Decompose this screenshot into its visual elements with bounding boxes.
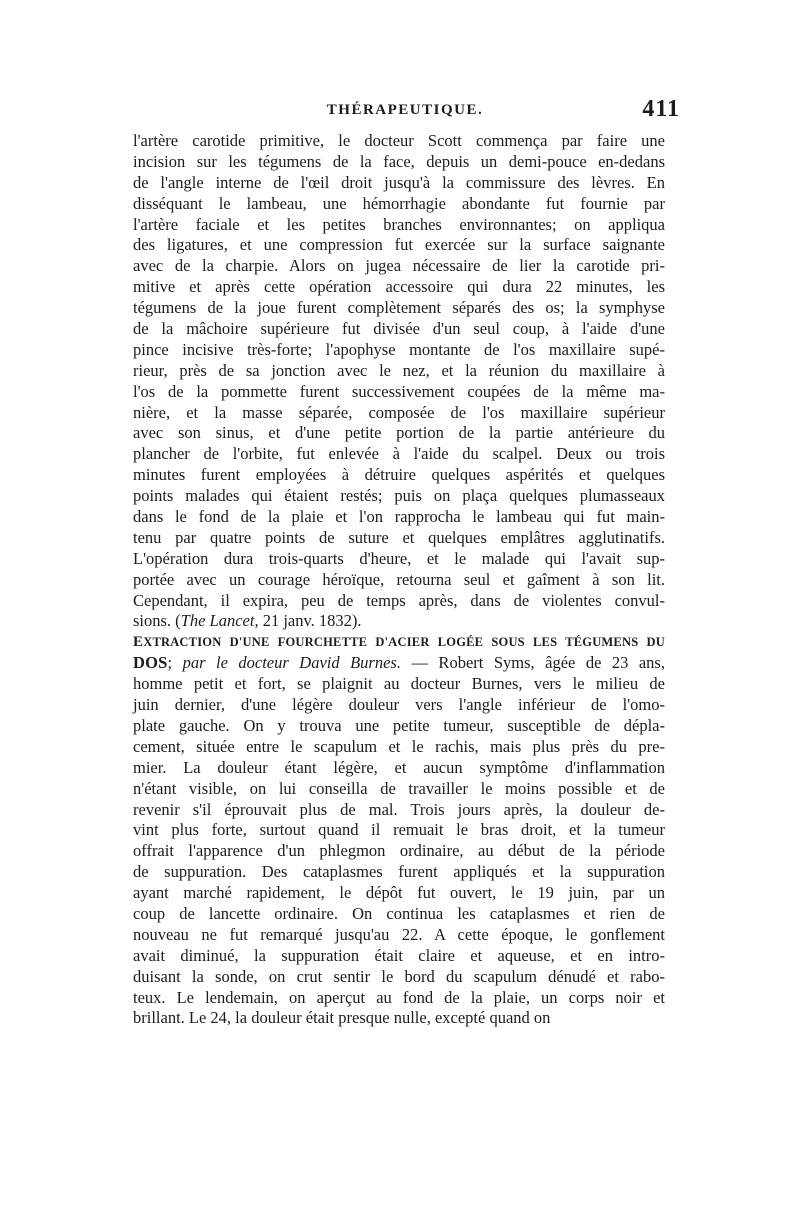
text-segment: XTRACTION D'UNE FOURCHETTE D'ACIER LOGÉE SOUS LES TÉGUMENS DU [143,635,665,650]
text-line: offrait l'apparence d'un phlegmon ordinaire, au début de la période [133,841,665,861]
text-line: coup de lancette ordinaire. On continua les cataplasmes et rien de [133,903,665,923]
text-line: des ligatures, et une compression fut exercée sur la surface saignante [133,235,665,255]
text-line: pince incisive très-forte; l'apophyse montante de l'os maxillaire supé- [133,339,665,359]
text-line: mier. La douleur étant légère, et aucun symptôme d'inflammation [133,757,665,777]
text-line: teux. Le lendemain, on aperçut au fond de la plaie, un corps noir et [133,987,665,1007]
text-line: de suppuration. Des cataplasmes furent appliqués et la suppuration [133,862,665,882]
text-line: incision sur les tégumens de la face, depuis un demi-pouce en-dedans [133,151,665,171]
text-line: n'étant visible, on lui conseilla de travailler le moins possible et de [133,778,665,798]
text-line: avait diminué, la suppuration était claire et aqueuse, et en intro- [133,945,665,965]
text-line: portée avec un courage héroïque, retourna seul et gaîment à son lit. [133,569,665,589]
text-line: points malades qui étaient restés; puis on plaça quelques plumasseaux [133,486,665,506]
text-line: plate gauche. On y trouva une petite tumeur, susceptible de dépla- [133,715,665,735]
text-line: ayant marché rapidement, le dépôt fut ouvert, le 19 juin, par un [133,883,665,903]
text-line: mitive et après cette opération accessoire qui dura 22 minutes, les [133,277,665,297]
page-header [130,96,680,126]
text-line: cement, située entre le scapulum et le rachis, mais plus près du pre- [133,736,665,756]
text-line: tégumens de la joue furent complètement séparés des os; la symphyse [133,298,665,318]
text-line: l'artère carotide primitive, le docteur Scott commença par faire une [133,131,665,150]
text-segment: sions. ( [133,611,181,631]
text-line: minutes furent employées à détruire quelques aspérités et quelques [133,465,665,485]
text-line: rieur, près de sa jonction avec le nez, et la réunion du maxillaire à [133,360,665,380]
text-line: nouveau ne fut remarqué jusqu'au 22. A cette époque, le gonflement [133,924,665,944]
text-line: revenir s'il éprouvait plus de mal. Trois jours après, la douleur de- [133,799,665,819]
text-line: nière, et la masse séparée, composée de l'os maxillaire supérieur [133,402,665,422]
text-line: dans le fond de la plaie et l'on rapprocha le lambeau qui fut main- [133,507,665,527]
text-segment: E [133,634,144,651]
text-segment: The Lancet [180,611,255,631]
text-line [133,632,665,653]
text-line: brillant. Le 24, la douleur était presque nulle, excepté quand on [133,1008,551,1028]
text-segment: DOS [133,653,168,673]
text-line: plancher de l'orbite, fut enlevée à l'aide du scalpel. Deux ou trois [133,444,665,464]
text-line: vint plus forte, surtout quand il remuait le bras droit, et la tumeur [133,820,665,840]
text-line: duisant la sonde, on crut sentir le bord du scapulum dénudé et rabo- [133,966,665,986]
text-line [133,653,665,674]
running-title: THÉRAPEUTIQUE. [326,102,484,118]
text-line: l'artère faciale et les petites branches environnantes; on appliqua [133,214,665,234]
text-segment: , 21 janv. 1832). [254,611,362,631]
text-line: L'opération dura trois-quarts d'heure, et le malade qui l'avait sup- [133,548,665,568]
text-line [133,611,665,632]
text-segment: par le docteur David Burnes. [182,653,401,673]
text-line: avec de la charpie. Alors on jugea nécessaire de lier la carotide pri- [133,256,665,276]
text-line: avec son sinus, et d'une petite portion de la partie antérieure du [133,423,665,443]
text-segment: ; [167,653,183,673]
text-line: tenu par quatre points de suture et quelques emplâtres agglutinatifs. [133,527,665,547]
text-line: homme petit et fort, se plaignit au docteur Burnes, vers le milieu de [133,674,665,694]
text-line: l'os de la pommette furent successivement coupées de la même ma- [133,381,665,401]
body-text [133,131,665,1029]
text-line: de l'angle interne de l'œil droit jusqu'à la commissure des lèvres. En [133,172,665,192]
text-line: disséquant le lambeau, une hémorrhagie abondante fut fournie par [133,193,665,213]
page-number: 411 [642,96,680,122]
text-segment: — Robert Syms, âgée de 23 ans, [400,653,665,673]
text-line: de la mâchoire supérieure fut divisée d'un seul coup, à l'aide d'une [133,319,665,339]
text-line: Cependant, il expira, peu de temps après, dans de violentes convul- [133,590,665,610]
text-line: juin dernier, d'une légère douleur vers l'angle inférieur de l'omo- [133,695,665,715]
